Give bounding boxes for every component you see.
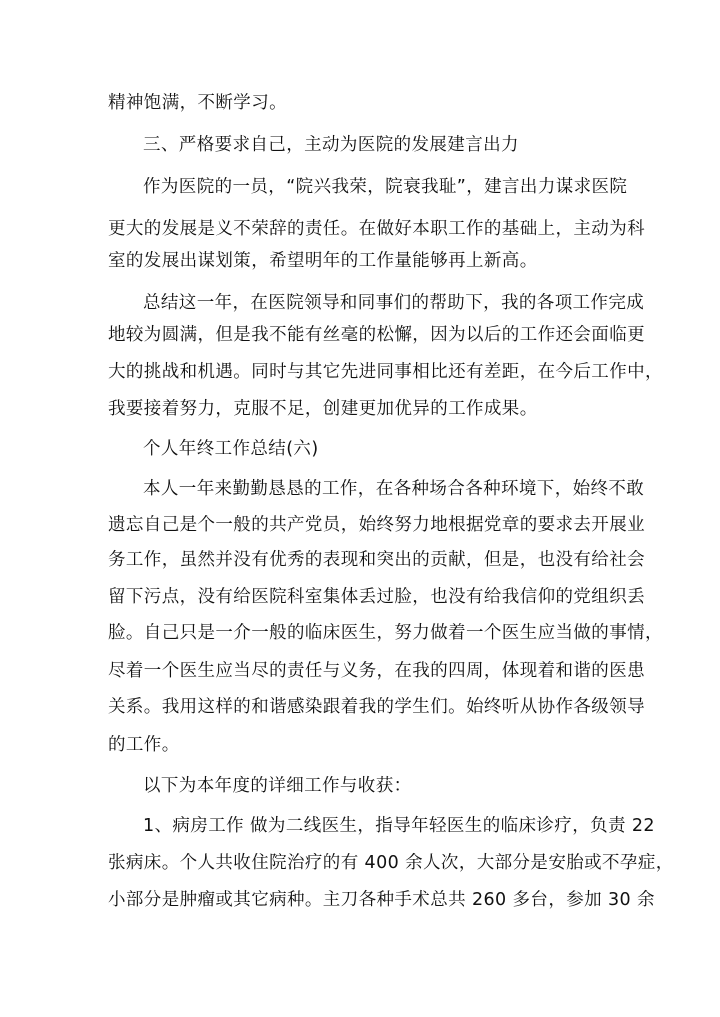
paragraph-line: 作为医院的一员，“院兴我荣，院衰我耻”，建言出力谋求医院 — [143, 177, 628, 197]
paragraph-line: 务工作，虽然并没有优秀的表现和突出的贡献，但是，也没有给社会 — [108, 550, 645, 570]
paragraph-line: 张病床。个人共收住院治疗的有 400 余人次，大部分是安胎或不孕症， — [108, 853, 674, 873]
paragraph-line: 大的挑战和机遇。同时与其它先进同事相比还有差距，在今后工作中， — [108, 362, 663, 382]
paragraph-line: 以下为本年度的详细工作与收获： — [143, 776, 412, 796]
paragraph-line: 更大的发展是义不荣辞的责任。在做好本职工作的基础上，主动为科 — [108, 219, 645, 239]
paragraph-line: 我要接着努力，克服不足，创建更加优异的工作成果。 — [108, 399, 538, 419]
paragraph-line: 遗忘自己是个一般的共产党员，始终努力地根据党章的要求去开展业 — [108, 515, 645, 535]
paragraph-line: 本人一年来勤勤恳恳的工作，在各种场合各种环境下，始终不敢 — [143, 479, 645, 499]
paragraph-line: 脸。自己只是一介一般的临床医生，努力做着一个医生应当做的事情， — [108, 623, 663, 643]
section-heading: 个人年终工作总结(六) — [143, 439, 319, 459]
paragraph-line: 关系。我用这样的和谐感染跟着我的学生们。始终听从协作各级领导 — [108, 697, 645, 717]
paragraph-line: 的工作。 — [108, 735, 180, 755]
paragraph-line: 1、病房工作 做为二线医生，指导年轻医生的临床诊疗，负责 22 — [143, 816, 655, 836]
paragraph-line: 尽着一个医生应当尽的责任与义务，在我的四周，体现着和谐的医患 — [108, 661, 645, 681]
paragraph-line: 室的发展出谋划策，希望明年的工作量能够再上新高。 — [108, 251, 538, 271]
paragraph-line: 精神饱满，不断学习。 — [108, 93, 287, 113]
paragraph-line: 总结这一年，在医院领导和同事们的帮助下，我的各项工作完成 — [143, 293, 645, 313]
paragraph-line: 留下污点，没有给医院科室集体丢过脸，也没有给我信仰的党组织丢 — [108, 587, 645, 607]
paragraph-line: 地较为圆满，但是我不能有丝毫的松懈，因为以后的工作还会面临更 — [108, 325, 645, 345]
paragraph-line: 小部分是肿瘤或其它病种。主刀各种手术总共 260 多台，参加 30 余 — [108, 890, 655, 910]
section-heading: 三、严格要求自己，主动为医院的发展建言出力 — [143, 135, 519, 155]
